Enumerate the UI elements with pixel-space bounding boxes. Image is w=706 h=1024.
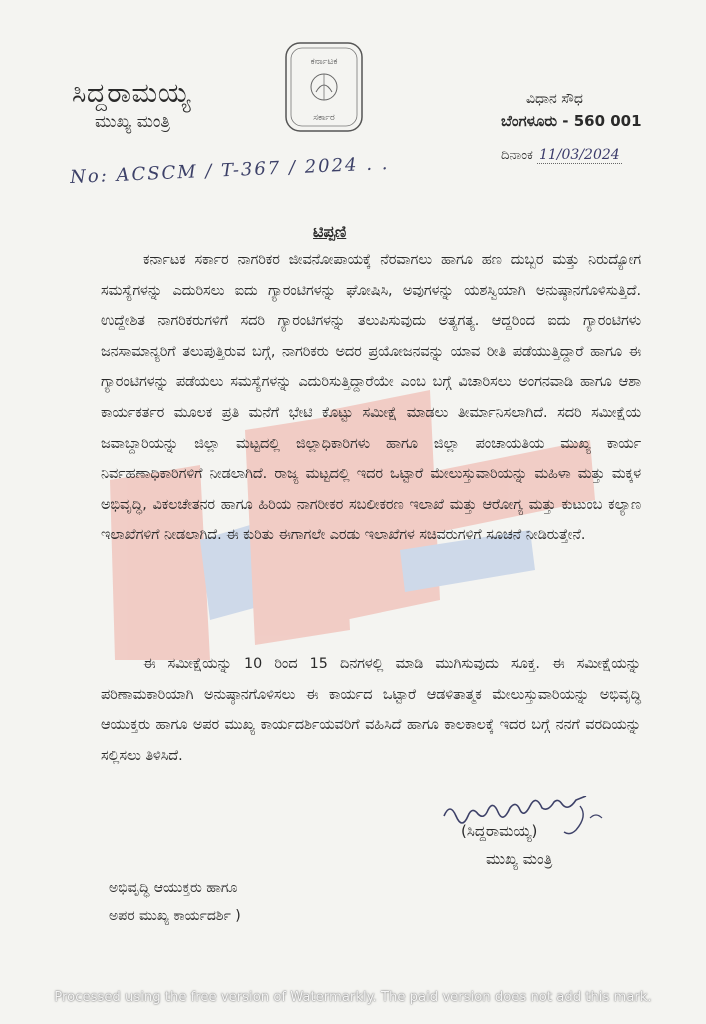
recipient-line-1: ಅಭಿವೃದ್ಧಿ ಆಯುಕ್ತರು ಹಾಗೂ bbox=[109, 880, 238, 896]
office-address-line2: ಬೆಂಗಳೂರು - 560 001 bbox=[501, 112, 642, 130]
date-row bbox=[501, 147, 622, 163]
recipient-line-2: ಅಪರ ಮುಖ್ಯ ಕಾರ್ಯದರ್ಶಿ ) bbox=[109, 908, 241, 924]
body-paragraph-1: ಕರ್ನಾಟಕ ಸರ್ಕಾರ ನಾಗರಿಕರ ಜೀವನೋಪಾಯಕ್ಕೆ ನೆರವಾಗಲು ಹಾಗೂ ಹಣ ದುಬ್ಬರ ಮತ್ತು ನಿರುದ್ಯೋಗ ಸಮಸ್ಯೆಗಳನ್ನು ಎದುರಿಸಲು ಐದು ಗ್ಯಾರಂಟಿಗಳನ್ನು ಘೋಷಿಸಿ, ಅವುಗಳನ್ನು ಯಶಸ್ವಿಯಾಗಿ ಅನುಷ್ಠಾನಗೊಳಿಸುತ್ತಿದೆ. ಉದ್ದೇಶಿತ ನಾಗರಿಕರುಗಳಿಗೆ ಸದರಿ ಗ್ಯಾರಂಟಿಗಳನ್ನು ತಲುಪಿಸುವುದು ಅತ್ಯಗತ್ಯ. ಆದ್ದರಿಂದ ಐದು ಗ್ಯಾರಂಟಿಗಳು ಜನಸಾಮಾನ್ಯರಿಗೆ ತಲುಪುತ್ತಿರುವ ಬಗ್ಗೆ, ನಾಗರಿಕರು ಅದರ ಪ್ರಯೋಜನವನ್ನು ಯಾವ ರೀತಿ ಪಡೆಯುತ್ತಿದ್ದಾರೆ ಹಾಗೂ ಈ ಗ್ಯಾರಂಟಿಗಳನ್ನು ಪಡೆಯಲು ಸಮಸ್ಯೆಗಳನ್ನು ಎದುರಿಸುತ್ತಿದ್ದಾರೆಯೇ ಎಂಬ ಬಗ್ಗೆ ವಿಚಾರಿಸಲು ಅಂಗನವಾಡಿ ಹಾಗೂ ಆಶಾ ಕಾರ್ಯಕರ್ತರ ಮೂಲಕ ಪ್ರತಿ ಮನೆಗೆ ಭೇಟಿ ಕೊಟ್ಟು ಸಮೀಕ್ಷೆ ಮಾಡಲು ತೀರ್ಮಾನಿಸಲಾಗಿದೆ. ಸದರಿ ಸಮೀಕ್ಷೆಯ ಜವಾಬ್ದಾರಿಯನ್ನು ಜಿಲ್ಲಾ ಮಟ್ಟದಲ್ಲಿ ಜಿಲ್ಲಾಧಿಕಾರಿಗಳು ಹಾಗೂ ಜಿಲ್ಲಾ ಪಂಚಾಯತಿಯ ಮುಖ್ಯ ಕಾರ್ಯ ನಿರ್ವಹಣಾಧಿಕಾರಿಗಳಿಗೆ ನೀಡಲಾಗಿದೆ. ರಾಜ್ಯ ಮಟ್ಟದಲ್ಲಿ ಇದರ ಒಟ್ಟಾರೆ ಮೇಲುಸ್ತುವಾರಿಯನ್ನು ಮಹಿಳಾ ಮತ್ತು ಮಕ್ಕಳ ಅಭಿವೃದ್ಧಿ, ವಿಕಲಚೇತನರ ಹಾಗೂ ಹಿರಿಯ ನಾಗರೀಕರ ಸಬಲೀಕರಣ ಇಲಾಖೆ ಮತ್ತು ಆರೋಗ್ಯ ಮತ್ತು ಕುಟುಂಬ ಕಲ್ಯಾಣ ಇಲಾಖೆಗಳಿಗೆ ನೀಡಲಾಗಿದೆ. ಈ ಕುರಿತು ಈಗಾಗಲೇ ಎರಡು ಇಲಾಖೆಗಳ ಸಚಿವರುಗಳಿಗೆ ಸೂಚನೆ ನೀಡಿರುತ್ತೇನೆ. bbox=[101, 252, 641, 544]
seal-top-text: ಕರ್ನಾಟಕ bbox=[310, 57, 338, 67]
office-address-line1: ವಿಧಾನ ಸೌಧ bbox=[526, 91, 583, 107]
sender-title: ಮುಖ್ಯ ಮಂತ್ರಿ bbox=[95, 112, 171, 132]
signer-title: ಮುಖ್ಯ ಮಂತ್ರಿ bbox=[486, 850, 553, 868]
signer-name: (ಸಿದ್ದರಾಮಯ್ಯ) bbox=[461, 822, 538, 840]
date-value: 11/03/2024 bbox=[538, 147, 620, 163]
date-label: ದಿನಾಂಕ bbox=[501, 148, 533, 163]
seal-bottom-text: ಸರ್ಕಾರ bbox=[313, 113, 335, 123]
body-paragraph-2: ಈ ಸಮೀಕ್ಷೆಯನ್ನು 10 ರಿಂದ 15 ದಿನಗಳಲ್ಲಿ ಮಾಡಿ ಮುಗಿಸುವುದು ಸೂಕ್ತ. ಈ ಸಮೀಕ್ಷೆಯನ್ನು ಪರಿಣಾಮಕಾರಿಯಾಗಿ ಅನುಷ್ಠಾನಗೊಳಿಸಲು ಈ ಕಾರ್ಯದ ಒಟ್ಟಾರೆ ಆಡಳಿತಾತ್ಮಕ ಮೇಲುಸ್ತುವಾರಿಯನ್ನು ಅಭಿವೃದ್ಧಿ ಆಯುಕ್ತರು ಹಾಗೂ ಅಪರ ಮುಖ್ಯ ಕಾರ್ಯದರ್ಶಿಯವರಿಗೆ ವಹಿಸಿದೆ ಹಾಗೂ ಕಾಲಕಾಲಕ್ಕೆ ಇದರ ಬಗ್ಗೆ ನನಗೆ ವರದಿಯನ್ನು ಸಲ್ಲಿಸಲು ತಿಳಿಸಿದೆ. bbox=[101, 656, 641, 764]
government-seal-icon bbox=[283, 40, 365, 134]
watermark-text: Processed using the free version of Watermarkly. The paid version does not add this mark. bbox=[54, 990, 652, 1005]
subject-heading: ಟಿಪ್ಪಣಿ bbox=[313, 222, 347, 241]
sender-name: ಸಿದ್ದರಾಮಯ್ಯ bbox=[72, 78, 191, 109]
reference-number: No: ACSCM / T-367 / 2024 . . bbox=[69, 153, 390, 188]
